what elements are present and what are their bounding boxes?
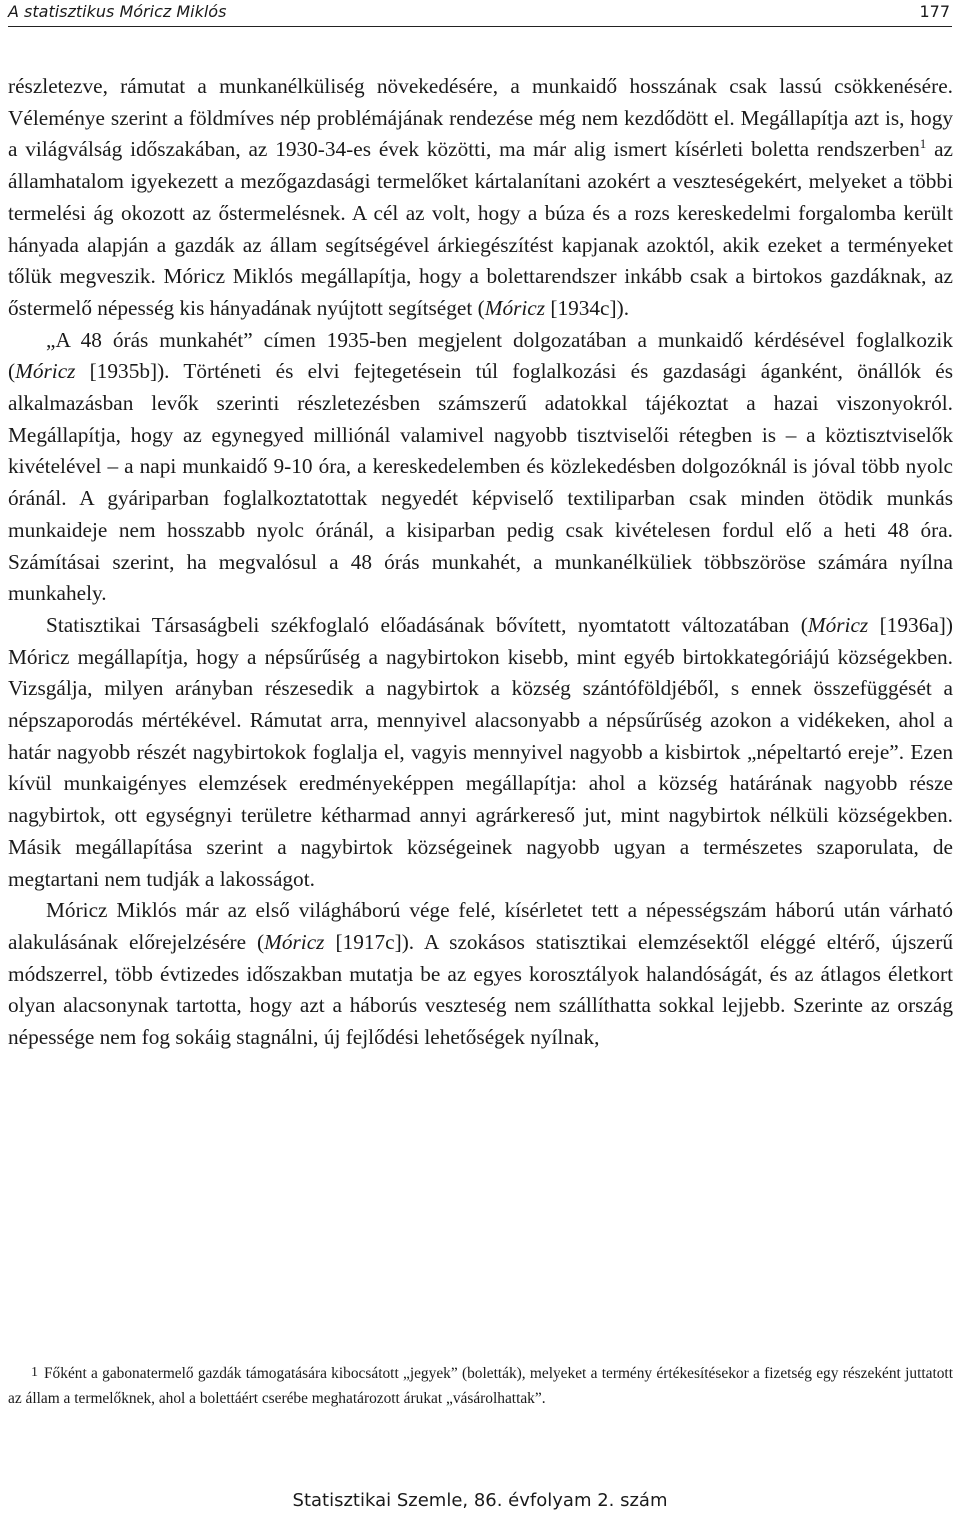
paragraph-1-text-a: részletezve, rámutat a munkanélküliség növekedésére, a munkaidő hosszának csak lassú csökkenésére. Véleménye szerint a földmíves nép problémájának rendezése még nem kezdődött el. Megállapítja azt is, hogy a világválság időszakában, az 1930-34-es évek közötti, ma már alig ismert kísérleti boletta rendszerben [8,74,953,162]
paragraph-3-text-a: Statisztikai Társaságbeli székfoglaló előadásának bővített, nyomtatott változatában ( [46,612,808,637]
footnote-text: Főként a gabonatermelő gazdák támogatására kibocsátott „jegyek” (boletták), melyeket a termény értékesítésekor a fizetség egy részeként juttatott az állam a termelőknek, ahol a bolettáért cserébe meghatározott árukat „vásárolhattak”. [8,1365,953,1407]
citation-author: Móricz [264,929,325,954]
body-text [8,71,953,1054]
paragraph-1-text-b: az államhatalom igyekezett a mezőgazdasági termelőket kártalanítani azokért a veszteségekért, melyeket a többi termelési ág okozott az őstermelésnek. A cél az volt, hogy a búza és a rozs kereskedelmi forgalomba került hányada alapján a gazdák az állam segítségével árkiegészítést kapjanak azoktól, akik ezeket a terményeket tőlük megveszik. Móricz Miklós megállapítja, hogy a bolettarendszer inkább csak a birtokos gazdáknak, az őstermelő népesség kis hányadának nyújtott segítséget ( [8,137,953,320]
running-header [8,0,952,27]
paragraph-2 [8,325,953,610]
citation-author: Móricz [807,612,869,637]
paragraph-1 [8,71,953,325]
footnote-reference: 1 [919,136,927,152]
paragraph-4-text-b: [1917c]). A szokásos statisztikai elemzésektől eléggé eltérő, újszerű módszerrel, több évtizedes időszakban mutatja be az egyes korosztályok halandóságát, és az átlagos életkort olyan alacsonynak tartotta, hogy azt a háborús veszteség nem szállíthatta sokkal lejjebb. Szerinte az ország népessége nem fog sokáig stagnálni, új fejlődési lehetőségek nyílnak, [8,929,953,1050]
citation-author: Móricz [484,295,546,320]
paragraph-4 [8,895,953,1054]
paragraph-4-text-a: Móricz Miklós már az első világháború vége felé, kísérletet tett a népességszám háború után várható alakulásának előrejelzésére ( [8,898,953,954]
page-number: 177 [919,2,950,21]
paragraph-2-text-b: [1935b]). Történeti és elvi fejtegetésein túl foglalkozási és gazdasági áganként, önállók és alkalmazásban levők szerinti részletezésben számszerű adatokkal tájékoztat a hazai viszonyokról. Megállapítja, hogy az egynegyed milliónál valamivel nagyobb tisztviselői rétegben is – a köztisztviselők kivételével – a napi munkaidő 9-10 óra, a kereskedelemben és közlekedésben dolgozóknál is jóval több nyolc óránál. A gyáriparban foglalkoztatottak negyedét képviselő textiliparban csak minden ötödik munkás munkaideje nem hosszabb nyolc óránál, a kisiparban pedig csak kivételesen fordul elő a heti 48 óra. Számításai szerint, ha megvalósul a 48 órás munkahét, a munkanélküliek többszöröse számára nyílna munkahely. [8,359,953,606]
page-footer: Statisztikai Szemle, 86. évfolyam 2. szám [292,1490,668,1511]
footnote [8,1360,953,1411]
citation-author: Móricz [15,359,76,384]
paragraph-1-text-c: [1934c]). [545,295,630,320]
paragraph-3 [8,610,953,895]
paragraph-3-text-b: [1936a]) Móricz megállapítja, hogy a népsűrűség a nagybirtokon kisebb, mint egyéb birtokkategóriájú községekben. Vizsgálja, milyen arányban részesedik a nagybirtok a község szántóföldjéből, s ennek összefüggését a népszaporodás mértékével. Rámutat arra, mennyivel alacsonyabb a népsűrűség azokon a vidékeken, ahol a határ nagyobb részét nagybirtokok foglalja el, vagyis mennyivel nagyobb a kisbirtok „népeltartó ereje”. Ezen kívül munkaigényes elemzések eredményeképpen megállapítja: ahol a község határának nagyobb része nagybirtok, ott egységnyi területre kétharmad annyi agrárkereső jut, mint nagybirtok nélküli községekben. Másik megállapítása szerint a nagybirtok községeinek nagyobb ugyan a természetes szaporulata, de megtartani nem tudják a lakosságot. [8,612,953,891]
footnote-number: 1 [31,1365,38,1380]
running-title: A statisztikus Móricz Miklós [8,2,227,21]
paragraph-2-text-a: „A 48 órás munkahét” címen 1935-ben megjelent dolgozatában a munkaidő kérdésével foglalkozik ( [8,327,953,384]
